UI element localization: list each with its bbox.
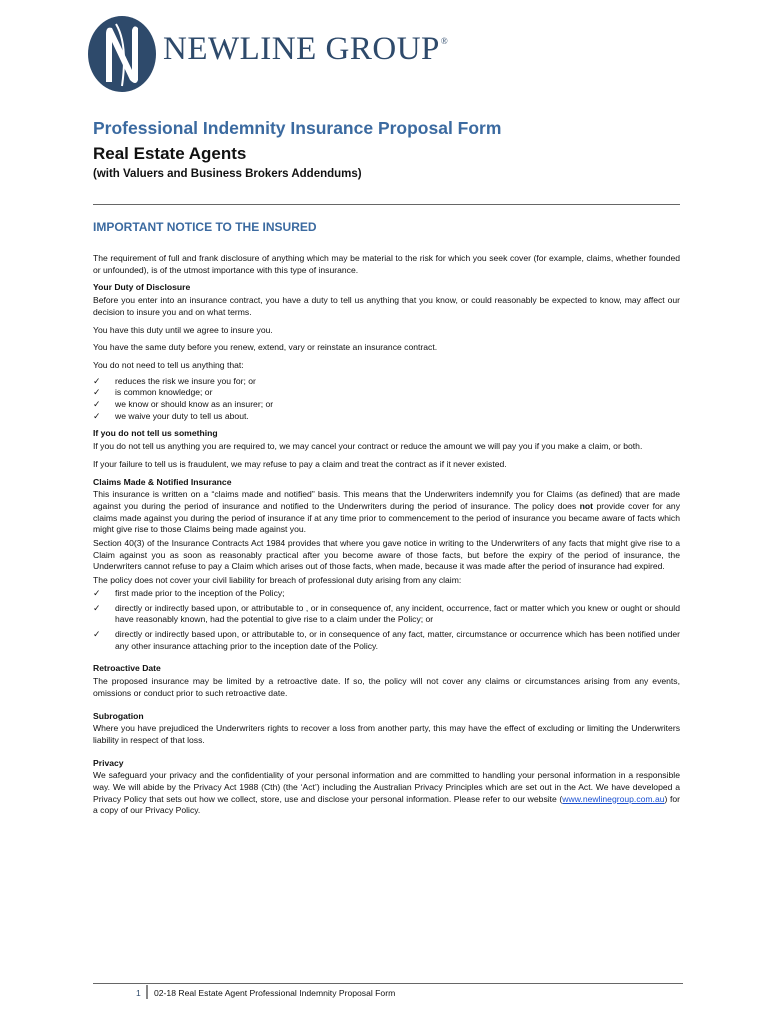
not-tell-paragraph: If your failure to tell us is fraudulent, we may refuse to pay a claim and treat the contract as if it never existed. xyxy=(93,458,507,469)
duty-paragraph: You have this duty until we agree to insure you. xyxy=(93,324,273,335)
brand-name: NEWLINE GROUP® xyxy=(163,31,449,67)
list-item: ✓ reduces the risk we insure you for; or xyxy=(93,375,256,386)
checkmark-icon: ✓ xyxy=(93,375,101,386)
duty-list xyxy=(93,376,680,423)
claims-paragraph: This insurance is written on a “claims made and notified” basis. This means that the Underwriters indemnify you for Claims (as defined) that are made against you during the period of insurance and notified to the Underwriters during the period of insurance. The policy does not provide cover for any claims made against you during the period of insurance if at any time prior to commencement to the period of insurance you became aware of facts which might give rise to those Claims being made against you. xyxy=(93,489,680,535)
not-tell-paragraph: If you do not tell us anything you are required to, we may cancel your contract or reduce the amount we will pay you if you make a claim, or both. xyxy=(93,441,643,452)
list-item: ✓ we know or should know as an insurer; or xyxy=(93,399,274,410)
page-number: 1 xyxy=(136,988,141,998)
website-link[interactable]: www.newlinegroup.com.au xyxy=(562,793,665,804)
not-tell-heading: If you do not tell us something xyxy=(93,428,218,439)
checkmark-icon: ✓ xyxy=(93,602,101,613)
footer-rule xyxy=(93,983,683,984)
list-item: ✓ first made prior to the inception of the Policy; xyxy=(93,587,285,598)
duty-paragraph: Before you enter into an insurance contract, you have a duty to tell us anything that you know, or could reasonably be expected to know, may affect our decision to insure you and on what terms. xyxy=(93,295,680,317)
notice-body xyxy=(93,253,680,823)
list-item: ✓ we waive your duty to tell us about. xyxy=(93,410,249,421)
footer-text: 02-18 Real Estate Agent Professional Indemnity Proposal Form xyxy=(154,988,396,998)
claims-paragraph: Section 40(3) of the Insurance Contracts Act 1984 provides that where you gave notice in writing to the Underwriters of any facts that might give rise to a Claim against you as soon as reasonably practical after you become aware of those facts, but before the expiry of the period of insurance, the Underwriters cannot refuse to pay a Claim which arises out of those facts, when made, because it was made after the period of insurance had expired. xyxy=(93,538,680,572)
divider xyxy=(93,204,680,205)
duty-paragraph: You do not need to tell us anything that: xyxy=(93,359,244,370)
checkmark-icon: ✓ xyxy=(93,410,101,421)
intro-paragraph: The requirement of full and frank disclosure of anything which may be material to the risk for which you seek cover (for example, claims, whether founded or unfounded), is of the utmost importance with this type of insurance. xyxy=(93,253,680,275)
subrogation-heading: Subrogation xyxy=(93,710,144,721)
privacy-heading: Privacy xyxy=(93,757,124,768)
duty-heading: Your Duty of Disclosure xyxy=(93,282,191,293)
checkmark-icon: ✓ xyxy=(93,399,101,410)
form-addendum-note: (with Valuers and Business Brokers Addendums) xyxy=(93,168,362,180)
form-subtitle: Real Estate Agents xyxy=(93,144,247,163)
list-item: ✓ is common knowledge; or xyxy=(93,387,213,398)
retro-heading: Retroactive Date xyxy=(93,663,161,674)
checkmark-icon: ✓ xyxy=(93,587,101,598)
claims-heading: Claims Made & Notified Insurance xyxy=(93,476,232,487)
retro-paragraph: The proposed insurance may be limited by a retroactive date. If so, the policy will not cover any claims or circumstances arising from any events, omissions or conduct prior to such retroactive date. xyxy=(93,676,680,698)
registered-mark: ® xyxy=(440,36,449,46)
list-item: ✓ directly or indirectly based upon, or attributable to , or in consequence of, any incident, occurrence, fact or matter which you knew or ought or should have reasonably known, had the potential to give rise to a claim under the Policy; or xyxy=(93,602,680,625)
notice-heading: IMPORTANT NOTICE TO THE INSURED xyxy=(93,220,317,234)
newline-n-emblem-icon xyxy=(82,14,162,94)
duty-paragraph: You have the same duty before you renew, extend, vary or reinstate an insurance contract. xyxy=(93,342,438,353)
footer-separator xyxy=(146,985,148,999)
checkmark-icon: ✓ xyxy=(93,387,101,398)
form-title: Professional Indemnity Insurance Proposal Form xyxy=(93,118,502,138)
privacy-paragraph: We safeguard your privacy and the confidentiality of your personal information and are committed to handling your personal information in a responsible way. We will abide by the Privacy Act 1988 (Cth) (the ‘Act’) including the Australian Privacy Principles which are set out in the Act. We have developed a Privacy Policy that sets out how we collect, store, use and disclose your personal information. Please refer to our website (www.newlinegroup.com.au) for a copy of our Privacy Policy. xyxy=(93,770,680,816)
claims-paragraph: The policy does not cover your civil liability for breach of professional duty arising from any claim: xyxy=(93,575,462,586)
claims-list xyxy=(93,588,680,653)
subrogation-paragraph: Where you have prejudiced the Underwriters rights to recover a loss from another party, this may have the effect of excluding or limiting the Underwriters liability in respect of that loss. xyxy=(93,723,680,745)
checkmark-icon: ✓ xyxy=(93,628,101,639)
list-item: ✓ directly or indirectly based upon, or attributable to, or in consequence of any fact, matter, circumstance or occurrence which has been notified under any other insurance attaching prior to the inception date of the Policy. xyxy=(93,628,680,651)
